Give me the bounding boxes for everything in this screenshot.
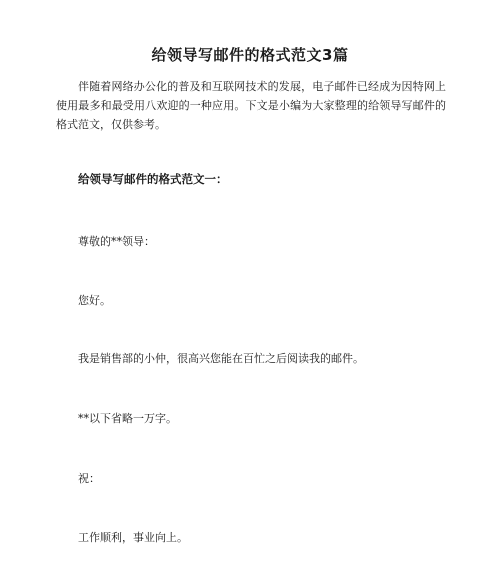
section-heading: 给领导写邮件的格式范文一：	[78, 172, 228, 186]
omission-line: **以下省略一万字。	[78, 412, 177, 425]
wish-line: 祝：	[78, 472, 100, 485]
greeting-line: 您好。	[78, 294, 111, 307]
document-title: 给领导写邮件的格式范文3篇	[151, 46, 349, 64]
salutation-line: 尊敬的**领导：	[78, 235, 155, 248]
body-line: 我是销售部的小仲，很高兴您能在百忙之后阅读我的邮件。	[78, 352, 364, 365]
closing-line: 工作顺利，事业向上。	[78, 531, 188, 544]
intro-paragraph: 伴随着网络办公化的普及和互联网技术的发展，电子邮件已经成为因特网上使用最多和最受用八欢迎的一种应用。下文是小编为大家整理的给领导写邮件的格式范文，仅供参考。	[56, 80, 446, 131]
